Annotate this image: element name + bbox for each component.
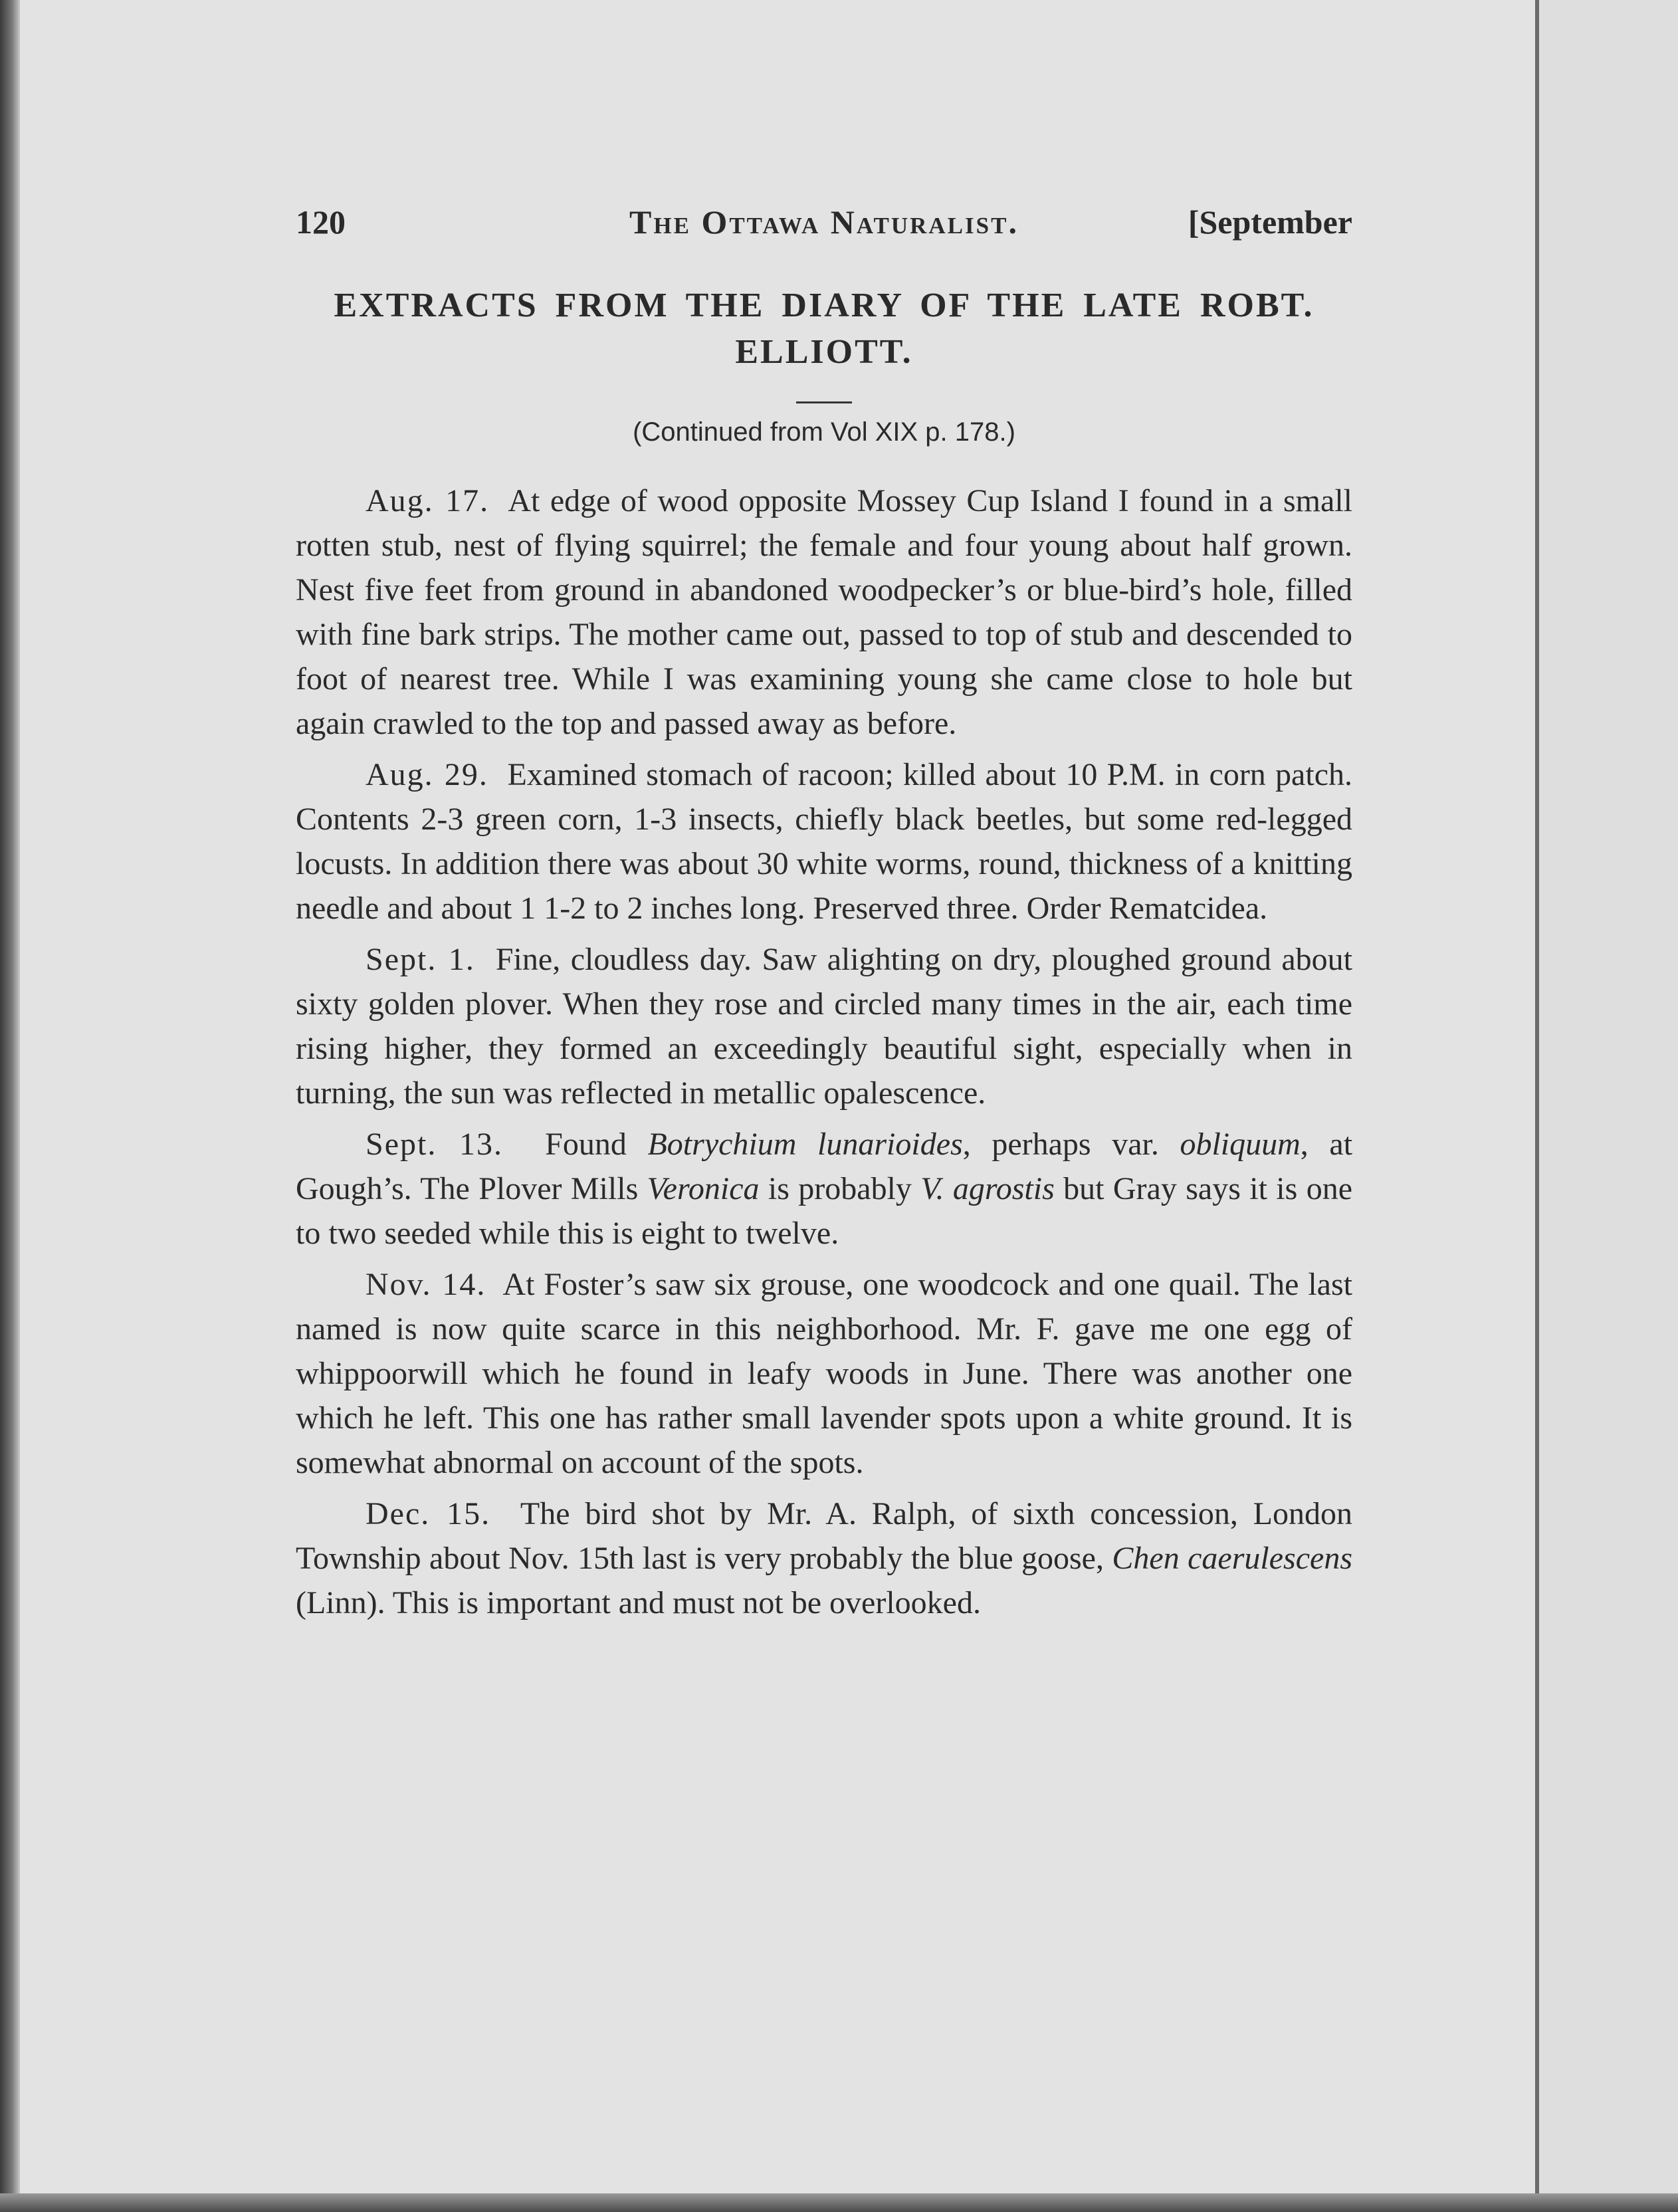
diary-entry bbox=[296, 1122, 1352, 1256]
diary-entry bbox=[296, 1492, 1352, 1625]
entry-text: At edge of wood opposite Mossey Cup Island I found in a small rotten stub, nest of flying squirrel; the female and four young about half grown. Nest five feet from ground in abandoned woodpecker’s or blue-bird’s hole, filled with fine bark strips. The mother came out, passed to top of stub and descended to foot of nearest tree. While I was examining young she came close to hole but again crawled to the top and passed away as before. bbox=[296, 483, 1352, 741]
entry-text: but Gray says it is one to two seeded while this is eight to twelve. bbox=[296, 1171, 1353, 1251]
entry-text: Fine, cloudless day. Saw alighting on dry, ploughed ground about sixty golden plover. When they rose and circled many times in the air, each time rising higher, they formed an exceedingly beautiful sight, especially when in turning, the sun was reflected in metallic opalescence. bbox=[296, 942, 1353, 1111]
diary-entry bbox=[296, 752, 1352, 931]
entry-text: is probably bbox=[759, 1171, 921, 1206]
entry-text: Examined stomach of racoon; killed about 10 P.M. in corn patch. Contents 2-3 green corn, 1-3 insects, chiefly black beetles, but some red-legged locusts. In addition there was about 30 white worms, round, thickness of a knitting needle and about 1 1-2 to 2 inches long. Preserved three. Order Rematcidea. bbox=[296, 757, 1353, 926]
article-title-line-2: ELLIOTT. bbox=[735, 333, 913, 371]
diary-body bbox=[296, 479, 1352, 1632]
entry-text: Found bbox=[545, 1127, 648, 1162]
facing-page-edge bbox=[1539, 0, 1678, 2193]
diary-entry bbox=[296, 479, 1352, 746]
entry-text: , perhaps var. bbox=[962, 1127, 1180, 1162]
entry-text: (Linn). This is important and must not be overlooked. bbox=[296, 1585, 981, 1620]
species-name: Veronica bbox=[647, 1171, 760, 1206]
diary-entry bbox=[296, 937, 1352, 1115]
page-number: 120 bbox=[296, 203, 346, 241]
species-name: Chen caerulescens bbox=[1112, 1541, 1353, 1576]
entry-date: Sept. 13. bbox=[366, 1127, 503, 1162]
running-head bbox=[296, 203, 1352, 256]
article-title-line-1: EXTRACTS FROM THE DIARY OF THE LATE ROBT. bbox=[334, 286, 1314, 324]
title-rule bbox=[796, 401, 852, 403]
journal-title: The Ottawa Naturalist. bbox=[629, 203, 1019, 241]
scan-edge-left bbox=[0, 0, 20, 2212]
article-title bbox=[296, 282, 1352, 376]
continuation-note: (Continued from Vol XIX p. 178.) bbox=[633, 417, 1015, 447]
entry-date: Nov. 14. bbox=[366, 1267, 486, 1302]
entry-date: Sept. 1. bbox=[366, 942, 475, 977]
entry-date: Aug. 17. bbox=[366, 483, 490, 518]
entry-text: At Foster’s saw six grouse, one woodcock and one quail. The last named is now quite scarce in this neighborhood. Mr. F. gave me one egg of whippoorwill which he found in leafy woods in June. There was another one which he left. This one has rather small lavender spots upon a white ground. It is somewhat abnormal on account of the spots. bbox=[296, 1267, 1352, 1480]
scan-edge-bottom bbox=[0, 2193, 1678, 2212]
entry-date: Dec. 15. bbox=[366, 1496, 491, 1531]
entry-text: The bird shot by Mr. A. Ralph, of sixth concession, London Township about Nov. 15th last is very probably the blue goose, bbox=[296, 1496, 1352, 1576]
species-name: V. agrostis bbox=[920, 1171, 1055, 1206]
entry-date: Aug. 29. bbox=[366, 757, 488, 792]
species-name: obliquum bbox=[1180, 1127, 1301, 1162]
entry-text: , at Gough’s. The Plover Mills bbox=[296, 1127, 1353, 1206]
species-name: Botrychium lunarioides bbox=[647, 1127, 963, 1162]
diary-entry bbox=[296, 1262, 1352, 1485]
issue-month: [September bbox=[1188, 203, 1352, 241]
